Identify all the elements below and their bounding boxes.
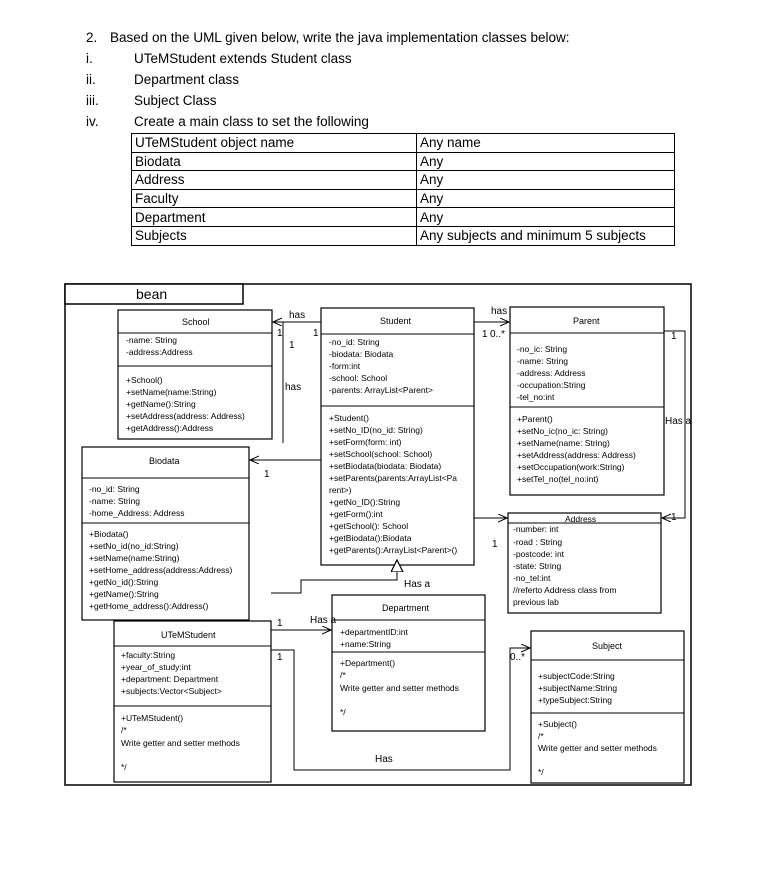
method: */ — [340, 707, 346, 717]
class-address — [508, 513, 661, 613]
attribute: -address:Address — [126, 347, 193, 357]
inheritance-utem-student — [271, 566, 397, 593]
method: +setNo_ic(no_ic: String) — [517, 426, 608, 436]
class-title: Subject — [592, 641, 623, 651]
method: +getName():String — [126, 399, 196, 409]
multiplicity: 0..* — [490, 329, 506, 340]
method: +getNo_ID():String — [329, 497, 401, 507]
method: +setName(name: String) — [517, 438, 610, 448]
table-cell: Any — [417, 152, 675, 171]
attribute: -address: Address — [517, 368, 586, 378]
table-cell: Faculty — [132, 189, 417, 208]
class-title: Student — [380, 316, 412, 326]
attribute: -tel_no:int — [517, 392, 555, 402]
assoc-label: has — [491, 306, 508, 317]
method: +Student() — [329, 413, 369, 423]
table-cell: Any — [417, 208, 675, 227]
method: +UTeMStudent() — [121, 713, 184, 723]
attribute: +subjects:Vector<Subject> — [121, 686, 222, 696]
method: +getParents():ArrayList<Parent>() — [329, 545, 458, 555]
attribute: -no_ic: String — [517, 344, 568, 354]
class-biodata — [82, 447, 249, 620]
attribute: +departmentID:int — [340, 627, 408, 637]
multiplicity: 1 — [492, 539, 498, 550]
attribute: +department: Department — [121, 674, 219, 684]
multiplicity: 1 — [277, 328, 283, 339]
method: /* — [538, 731, 544, 741]
attribute: +subjectCode:String — [538, 671, 615, 681]
method: +getAddress():Address — [126, 423, 214, 433]
method: +getBiodata():Biodata — [329, 533, 412, 543]
class-subject — [531, 631, 684, 783]
method: +School() — [126, 375, 163, 385]
method: +Subject() — [538, 719, 577, 729]
method: Write getter and setter methods — [340, 683, 459, 693]
multiplicity: 1 — [264, 469, 270, 480]
method: Write getter and setter methods — [538, 743, 657, 753]
multiplicity: 1 — [313, 328, 319, 339]
method: +getSchool(): School — [329, 521, 409, 531]
method: +setName(name:String) — [126, 387, 217, 397]
attribute: +name:String — [340, 639, 391, 649]
item-text: UTeMStudent extends Student class — [134, 51, 352, 66]
method: /* — [121, 725, 127, 735]
method: Write getter and setter methods — [121, 738, 240, 748]
method: +Parent() — [517, 414, 553, 424]
table-cell: Any subjects and minimum 5 subjects — [417, 226, 675, 245]
class-utemstudent — [114, 621, 271, 782]
attribute: -no_tel:int — [513, 573, 551, 583]
item-text: Department class — [134, 72, 240, 87]
assoc-label: Has a — [665, 416, 692, 427]
class-school — [118, 310, 272, 439]
method: +setHome_address(address:Address) — [89, 565, 233, 575]
attribute: -state: String — [513, 561, 562, 571]
attribute: -school: School — [329, 373, 388, 383]
method: +setSchool(school: School) — [329, 449, 433, 459]
attribute: +faculty:String — [121, 650, 176, 660]
attribute: +year_of_study:int — [121, 662, 191, 672]
table-cell: UTeMStudent object name — [132, 134, 417, 153]
multiplicity: 1 — [277, 618, 283, 629]
method: */ — [121, 762, 127, 772]
attribute: +typeSubject:String — [538, 695, 612, 705]
class-title: Department — [382, 603, 430, 613]
assoc-label: has — [289, 310, 306, 321]
method: +Biodata() — [89, 529, 129, 539]
table-cell: Any — [417, 171, 675, 190]
attribute: +subjectName:String — [538, 683, 618, 693]
method: +setAddress(address: Address) — [126, 411, 245, 421]
method: +setOccupation(work:String) — [517, 462, 625, 472]
attribute: -biodata: Biodata — [329, 349, 394, 359]
question-number: 2. — [86, 30, 98, 45]
class-title: School — [182, 317, 210, 327]
method: +setNo_ID(no_id: String) — [329, 425, 423, 435]
package-label: bean — [136, 286, 168, 302]
attribute: -name: String — [89, 496, 141, 506]
attribute: -name: String — [126, 335, 178, 345]
class-parent — [510, 307, 664, 495]
class-title: UTeMStudent — [161, 630, 216, 640]
method: +setForm(form: int) — [329, 437, 402, 447]
method: +setAddress(address: Address) — [517, 450, 636, 460]
method: /* — [340, 670, 346, 680]
class-title: Address — [565, 514, 597, 524]
table-cell: Subjects — [132, 226, 417, 245]
multiplicity: 1 — [277, 652, 283, 663]
attribute: -home_Address: Address — [89, 508, 185, 518]
multiplicity: 1 — [671, 331, 677, 342]
attribute: -road : String — [513, 537, 563, 547]
attribute: -number: int — [513, 524, 559, 534]
method: +Department() — [340, 658, 396, 668]
method: +getForm():int — [329, 509, 383, 519]
method: */ — [538, 767, 544, 777]
method: +setName(name:String) — [89, 553, 180, 563]
method: rent>) — [329, 485, 352, 495]
table-cell: Biodata — [132, 152, 417, 171]
note: //referto Address class from — [513, 585, 617, 595]
attribute: -occupation:String — [517, 380, 586, 390]
assoc-label: Has — [375, 754, 393, 765]
table-cell: Any name — [417, 134, 675, 153]
attribute: -no_id: String — [329, 337, 380, 347]
item-number: iv. — [86, 114, 99, 129]
class-department — [332, 595, 485, 731]
method: +setNo_id(no_id:String) — [89, 541, 179, 551]
question-prompt: Based on the UML given below, write the java implementation classes below: — [110, 30, 570, 45]
assoc-label: Has a — [310, 615, 337, 626]
assoc-label: has — [285, 382, 302, 393]
multiplicity: 1 — [671, 512, 677, 523]
item-number: ii. — [86, 72, 96, 87]
class-student — [321, 308, 474, 565]
method: +setBiodata(biodata: Biodata) — [329, 461, 442, 471]
multiplicity: 0..* — [510, 652, 526, 663]
method: +setParents(parents:ArrayList<Pa — [329, 473, 458, 483]
method: +getHome_address():Address() — [89, 601, 209, 611]
multiplicity: 1 — [482, 329, 488, 340]
method: +getName():String — [89, 589, 159, 599]
note: previous lab — [513, 597, 559, 607]
attribute: -name: String — [517, 356, 569, 366]
attribute: -postcode: int — [513, 549, 565, 559]
item-text: Create a main class to set the following — [134, 114, 369, 129]
method: +getNo_id():String — [89, 577, 159, 587]
item-number: iii. — [86, 93, 99, 108]
method: +setTel_no(tel_no:int) — [517, 474, 599, 484]
class-title: Parent — [573, 316, 600, 326]
attribute: -no_id: String — [89, 484, 140, 494]
table-cell: Department — [132, 208, 417, 227]
table-cell: Address — [132, 171, 417, 190]
attribute: -parents: ArrayList<Parent> — [329, 385, 433, 395]
assoc-label: Has a — [404, 579, 431, 590]
item-number: i. — [86, 51, 93, 66]
multiplicity: 1 — [289, 340, 295, 351]
attribute: -form:int — [329, 361, 361, 371]
table-cell: Any — [417, 189, 675, 208]
class-title: Biodata — [149, 456, 180, 466]
item-text: Subject Class — [134, 93, 217, 108]
